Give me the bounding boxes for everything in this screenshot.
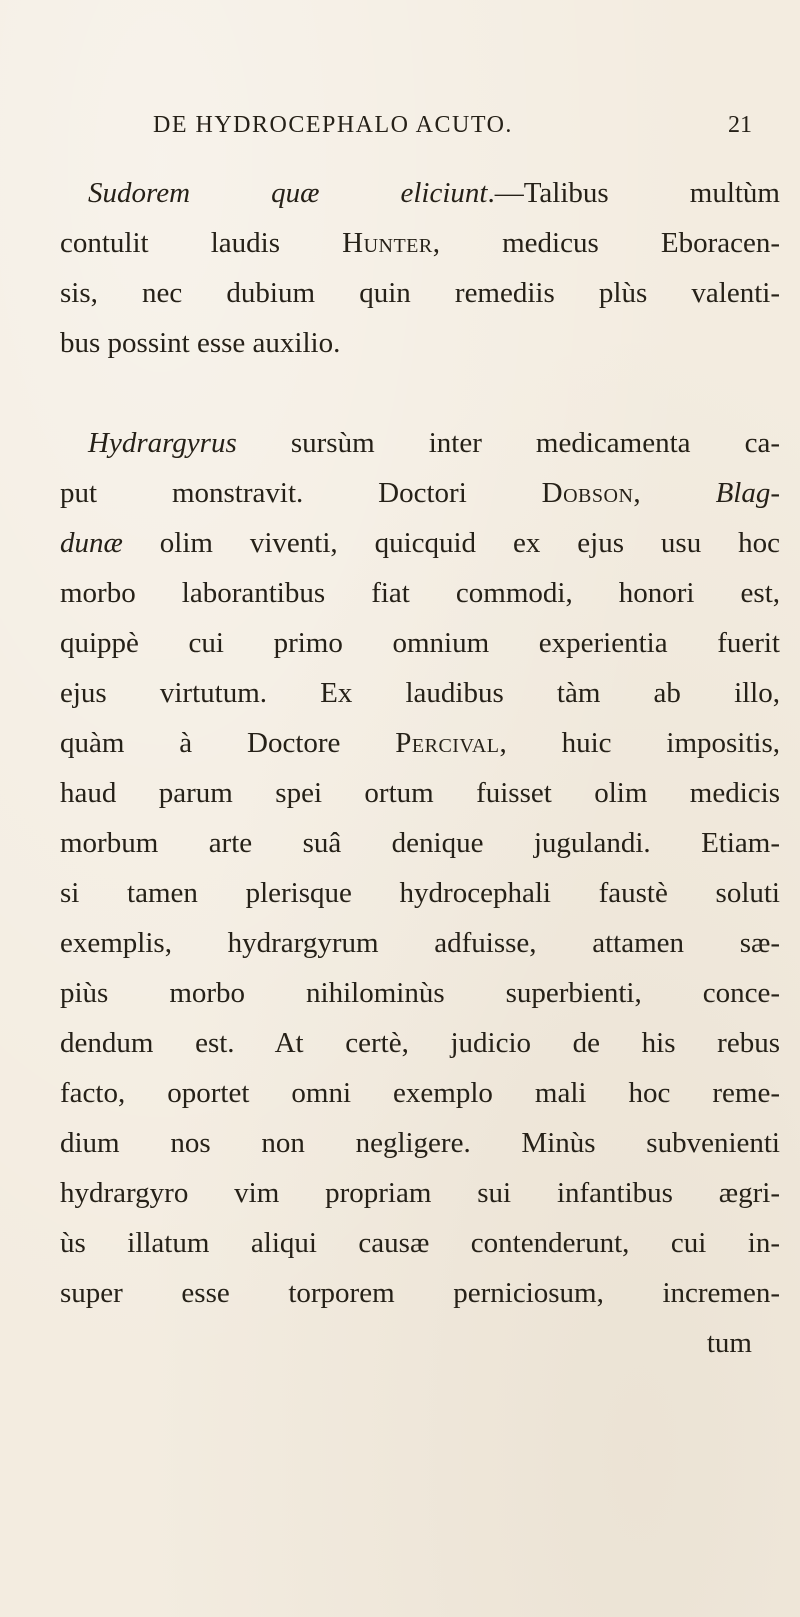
paragraph-2-line-13: dendum est. At certè, judicio de his rebus xyxy=(60,1027,780,1059)
paragraph-1-line-4: bus possint esse auxilio. xyxy=(60,327,341,359)
paragraph-2-line-5: quippè cui primo omnium experientia fuerit xyxy=(60,627,780,659)
paragraph-2-line-8: haud parum spei ortum fuisset olim medicis xyxy=(60,777,780,809)
paragraph-2-line-18: super esse torporem perniciosum, incremen- xyxy=(60,1277,780,1309)
text-fragment: contulit laudis xyxy=(60,227,280,259)
italic-term: dunæ xyxy=(60,527,123,559)
paragraph-1-line-1 xyxy=(60,168,780,218)
text-fragment: , medicus Eboracen- xyxy=(432,227,781,259)
paragraph-2-line-4: morbo laborantibus fiat commodi, honori est, xyxy=(60,577,780,609)
text-fragment: sursùm inter medicamenta ca- xyxy=(290,427,780,459)
paragraph-1-line-2 xyxy=(60,218,780,268)
paragraph-2-line-9: morbum arte suâ denique jugulandi. Etiam- xyxy=(60,827,780,859)
body-text xyxy=(60,168,780,1368)
italic-term: eliciunt xyxy=(400,177,488,209)
paragraph-2-line-7 xyxy=(60,718,780,768)
italic-term: Sudorem xyxy=(88,177,191,209)
text-fragment: put monstravit. Doctori xyxy=(60,477,467,509)
page-number: 21 xyxy=(728,112,752,138)
italic-term: Hydrargyrus xyxy=(88,427,237,459)
author-name: Percival xyxy=(395,727,500,759)
author-name: Hunter xyxy=(342,227,433,259)
paragraph-2-line-2 xyxy=(60,468,780,518)
paragraph-2-line-14: facto, oportet omni exemplo mali hoc reme- xyxy=(60,1077,780,1109)
paragraph-2-line-6: ejus virtutum. Ex laudibus tàm ab illo, xyxy=(60,677,780,709)
text-fragment: olim viventi, quicquid ex ejus usu hoc xyxy=(159,527,780,559)
paragraph-2-line-3 xyxy=(60,518,780,568)
paragraph-2-line-12: piùs morbo nihilominùs superbienti, conce- xyxy=(60,977,780,1009)
paragraph-1-line-3: sis, nec dubium quin remediis plùs valenti- xyxy=(60,277,780,309)
text-fragment: , huic impositis, xyxy=(499,727,780,759)
author-name: Dobson xyxy=(541,477,634,509)
paragraph-2-line-1 xyxy=(60,418,780,468)
page-header xyxy=(0,112,800,152)
catchword: tum xyxy=(706,1327,752,1359)
text-fragment: .—Talibus multùm xyxy=(487,177,780,209)
italic-term: Blag- xyxy=(715,477,780,509)
text-fragment: , xyxy=(633,477,641,509)
text-fragment: quàm à Doctore xyxy=(60,727,341,759)
italic-term: quæ xyxy=(271,177,320,209)
paragraph-2-line-11: exemplis, hydrargyrum adfuisse, attamen sæ- xyxy=(60,927,780,959)
paragraph-2-line-16: hydrargyro vim propriam sui infantibus ægri- xyxy=(60,1177,780,1209)
paragraph-2-line-15: dium nos non negligere. Minùs subvenienti xyxy=(60,1127,780,1159)
paragraph-2-line-10: si tamen plerisque hydrocephali faustè soluti xyxy=(60,877,780,909)
running-head: DE HYDROCEPHALO ACUTO. xyxy=(153,112,513,138)
paragraph-2-line-17: ùs illatum aliqui causæ contenderunt, cui in- xyxy=(60,1227,780,1259)
